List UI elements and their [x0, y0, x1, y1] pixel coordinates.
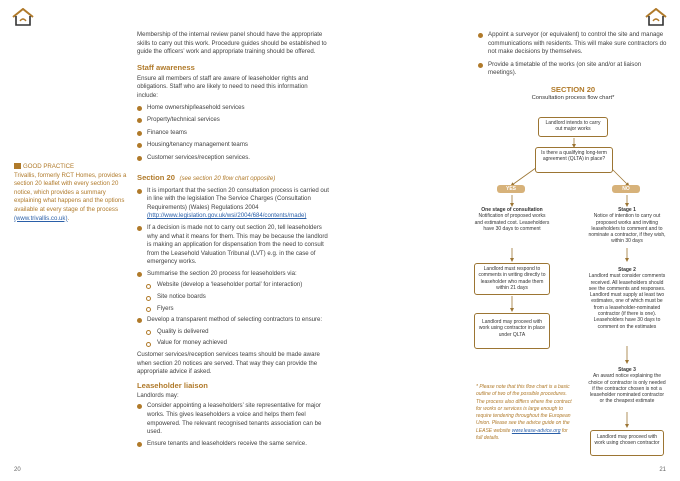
no-stage3-block — [587, 367, 667, 405]
list-item: Flyers — [137, 305, 329, 314]
house-logo-icon — [12, 8, 34, 26]
list-item: If a decision is made not to carry out section 20, tell leaseholders why and what it means for them. This may be because the landlord is making an application for dispensation from the need to consult from the Leasehold Valuation Tribunal (LVT) e.g. in the case of emergency works. — [137, 224, 329, 267]
section20-list — [137, 187, 329, 279]
list-item: Customer services/reception services. — [137, 154, 329, 163]
lease-advice-link[interactable]: www.lease-advice.org — [511, 427, 561, 434]
yes-stage-block — [474, 207, 550, 232]
flowchart-title-block — [478, 85, 668, 101]
no-stage3-title: Stage 3 — [618, 367, 636, 373]
list-item: It is important that the section 20 consultation process is carried out in line with the legislation The Service Charges (Consultation Requirements) (Wales) Regulations 2004 (http://www.legislation.gov.uk/wsi/2004/684/contents/made) — [137, 187, 329, 221]
section-title: SECTION 20 — [550, 85, 596, 94]
no-stage2-text: Landlord must consider comments received. All leaseholders should see the comments and responses. Landlord must supply at least two estimates, one of which must be from a leaseholder-nominated contractor (if there is one). Leaseholders have 30 days to comment on the estimates — [588, 273, 666, 330]
good-practice-icon — [14, 163, 21, 169]
staff-awareness-heading: Staff awareness — [137, 62, 195, 72]
good-practice-suffix: . — [67, 214, 70, 222]
leaseholder-liaison-heading: Leaseholder liaison — [137, 380, 208, 390]
no-stage1-block — [587, 207, 667, 245]
yes-respond-box: Landlord must respond to comments in writing directly to leaseholder who made them within 21 days — [474, 263, 550, 295]
list-item: Finance teams — [137, 129, 329, 138]
list-item: Consider appointing a leaseholders’ site representative for major works. This gives leaseholders a voice and helps them feel empowered. The relevant recognised tenants association can be used. — [137, 402, 329, 436]
list-item: Property/technical services — [137, 116, 329, 125]
house-logo-icon — [645, 8, 667, 26]
list-item: Provide a timetable of the works (on site and/or at liaison meetings). — [478, 61, 668, 78]
list-item: Ensure tenants and leaseholders receive the same service. — [137, 440, 329, 449]
list-item: Quality is delivered — [137, 328, 329, 337]
list-item: Housing/tenancy management teams — [137, 141, 329, 150]
list-item: Appoint a surveyor (or equivalent) to control the site and manage communications with residents. This will make sure contractors do not make decisions by themselves. — [478, 31, 668, 57]
section20-heading-row — [137, 167, 329, 185]
page-number-left: 20 — [14, 467, 21, 473]
list-item: Value for money achieved — [137, 339, 329, 348]
yes-stage-title: One stage of consultation — [481, 207, 543, 213]
legislation-link[interactable]: (http://www.legislation.gov.uk/wsi/2004/684/contents/made) — [147, 212, 307, 220]
staff-awareness-text: Ensure all members of staff are aware of leaseholder rights and obligations. Staff who are likely to need to need this information include: — [137, 74, 309, 99]
trivallis-link[interactable]: (www.trivallis.co.uk) — [14, 214, 68, 222]
leaseholder-liaison-text: Landlords may: — [137, 391, 179, 399]
no-proceed-box: Landlord may proceed with work using chosen contractor — [590, 430, 664, 456]
staff-list — [137, 104, 329, 163]
no-stage2-block — [587, 267, 667, 330]
list-item: Website (develop a ‘leaseholder portal’ for interaction) — [137, 281, 329, 290]
section20-sublist-2 — [137, 328, 329, 348]
good-practice-label: GOOD PRACTICE — [23, 163, 75, 170]
section20-list-2 — [137, 316, 329, 325]
right-top-list — [478, 31, 668, 78]
yes-proceed-box: Landlord may proceed with work using contractor in place under QLTA — [474, 313, 550, 349]
list-item: Home ownership/leasehold services — [137, 104, 329, 113]
page-number-right: 21 — [659, 467, 666, 473]
left-main-column — [137, 31, 329, 448]
no-stage1-title: Stage 1 — [618, 207, 636, 213]
no-stage3-text: An award notice explaining the choice of contractor is only needed if the contractor chosen is not a leaseholder nominated contractor or the cheapest estimate — [588, 373, 666, 405]
good-practice-text: Trivallis, formerly RCT Homes, provides a section 20 leaflet with every section 20 notice, which provides a summary explaining what happens and the options available at every stage of the process — [14, 171, 127, 213]
intro-paragraph: Membership of the internal review panel should have the appropriate skills to carry out this work. Procedure guides should be established to guide the officers’ work and appropriate training should be offered. — [137, 31, 327, 56]
footnote-suffix: for full details. — [476, 427, 568, 442]
yes-stage-text: Notification of proposed works and estimated cost. Leaseholders have 30 days to comment — [474, 213, 550, 232]
flow-question-box: Is there a qualifying long-term agreement (QLTA) in place? — [535, 147, 613, 173]
list-item: Develop a transparent method of selecting contractors to ensure: — [137, 316, 329, 325]
section20-heading: Section 20 — [137, 172, 175, 182]
good-practice-box — [14, 163, 129, 223]
no-stage2-title: Stage 2 — [618, 267, 636, 273]
list-item: Summarise the section 20 process for leaseholders via: — [137, 270, 329, 279]
yes-label: YES — [497, 185, 525, 193]
right-top-column — [478, 31, 668, 78]
footnote-text: * Please note that this flow chart is a basic outline of two of the possible procedures. The process also differs where the contract for works or services is large enough to require tendering throughout the European Union. Please see the advice guide on the LEASE website — [476, 384, 572, 434]
liaison-list — [137, 402, 329, 448]
flowchart-footnote — [476, 384, 572, 442]
section20-sublist-1 — [137, 281, 329, 313]
flow-start-box: Landlord intends to carry out major works — [538, 117, 608, 137]
list-item: Site notice boards — [137, 293, 329, 302]
no-label: NO — [612, 185, 640, 193]
section20-ref: (see section 20 flow chart opposite) — [179, 174, 276, 182]
no-stage1-text: Notice of intention to carry out proposed works and inviting leaseholders to comment and to nominate a contractor, if they wish, within 30 days — [588, 213, 666, 245]
section-subtitle: Consultation process flow chart* — [531, 95, 615, 101]
section20-closing: Customer services/reception services teams should be made aware when section 20 notices are served. That way they can provide the appropriate advice if asked. — [137, 351, 320, 376]
